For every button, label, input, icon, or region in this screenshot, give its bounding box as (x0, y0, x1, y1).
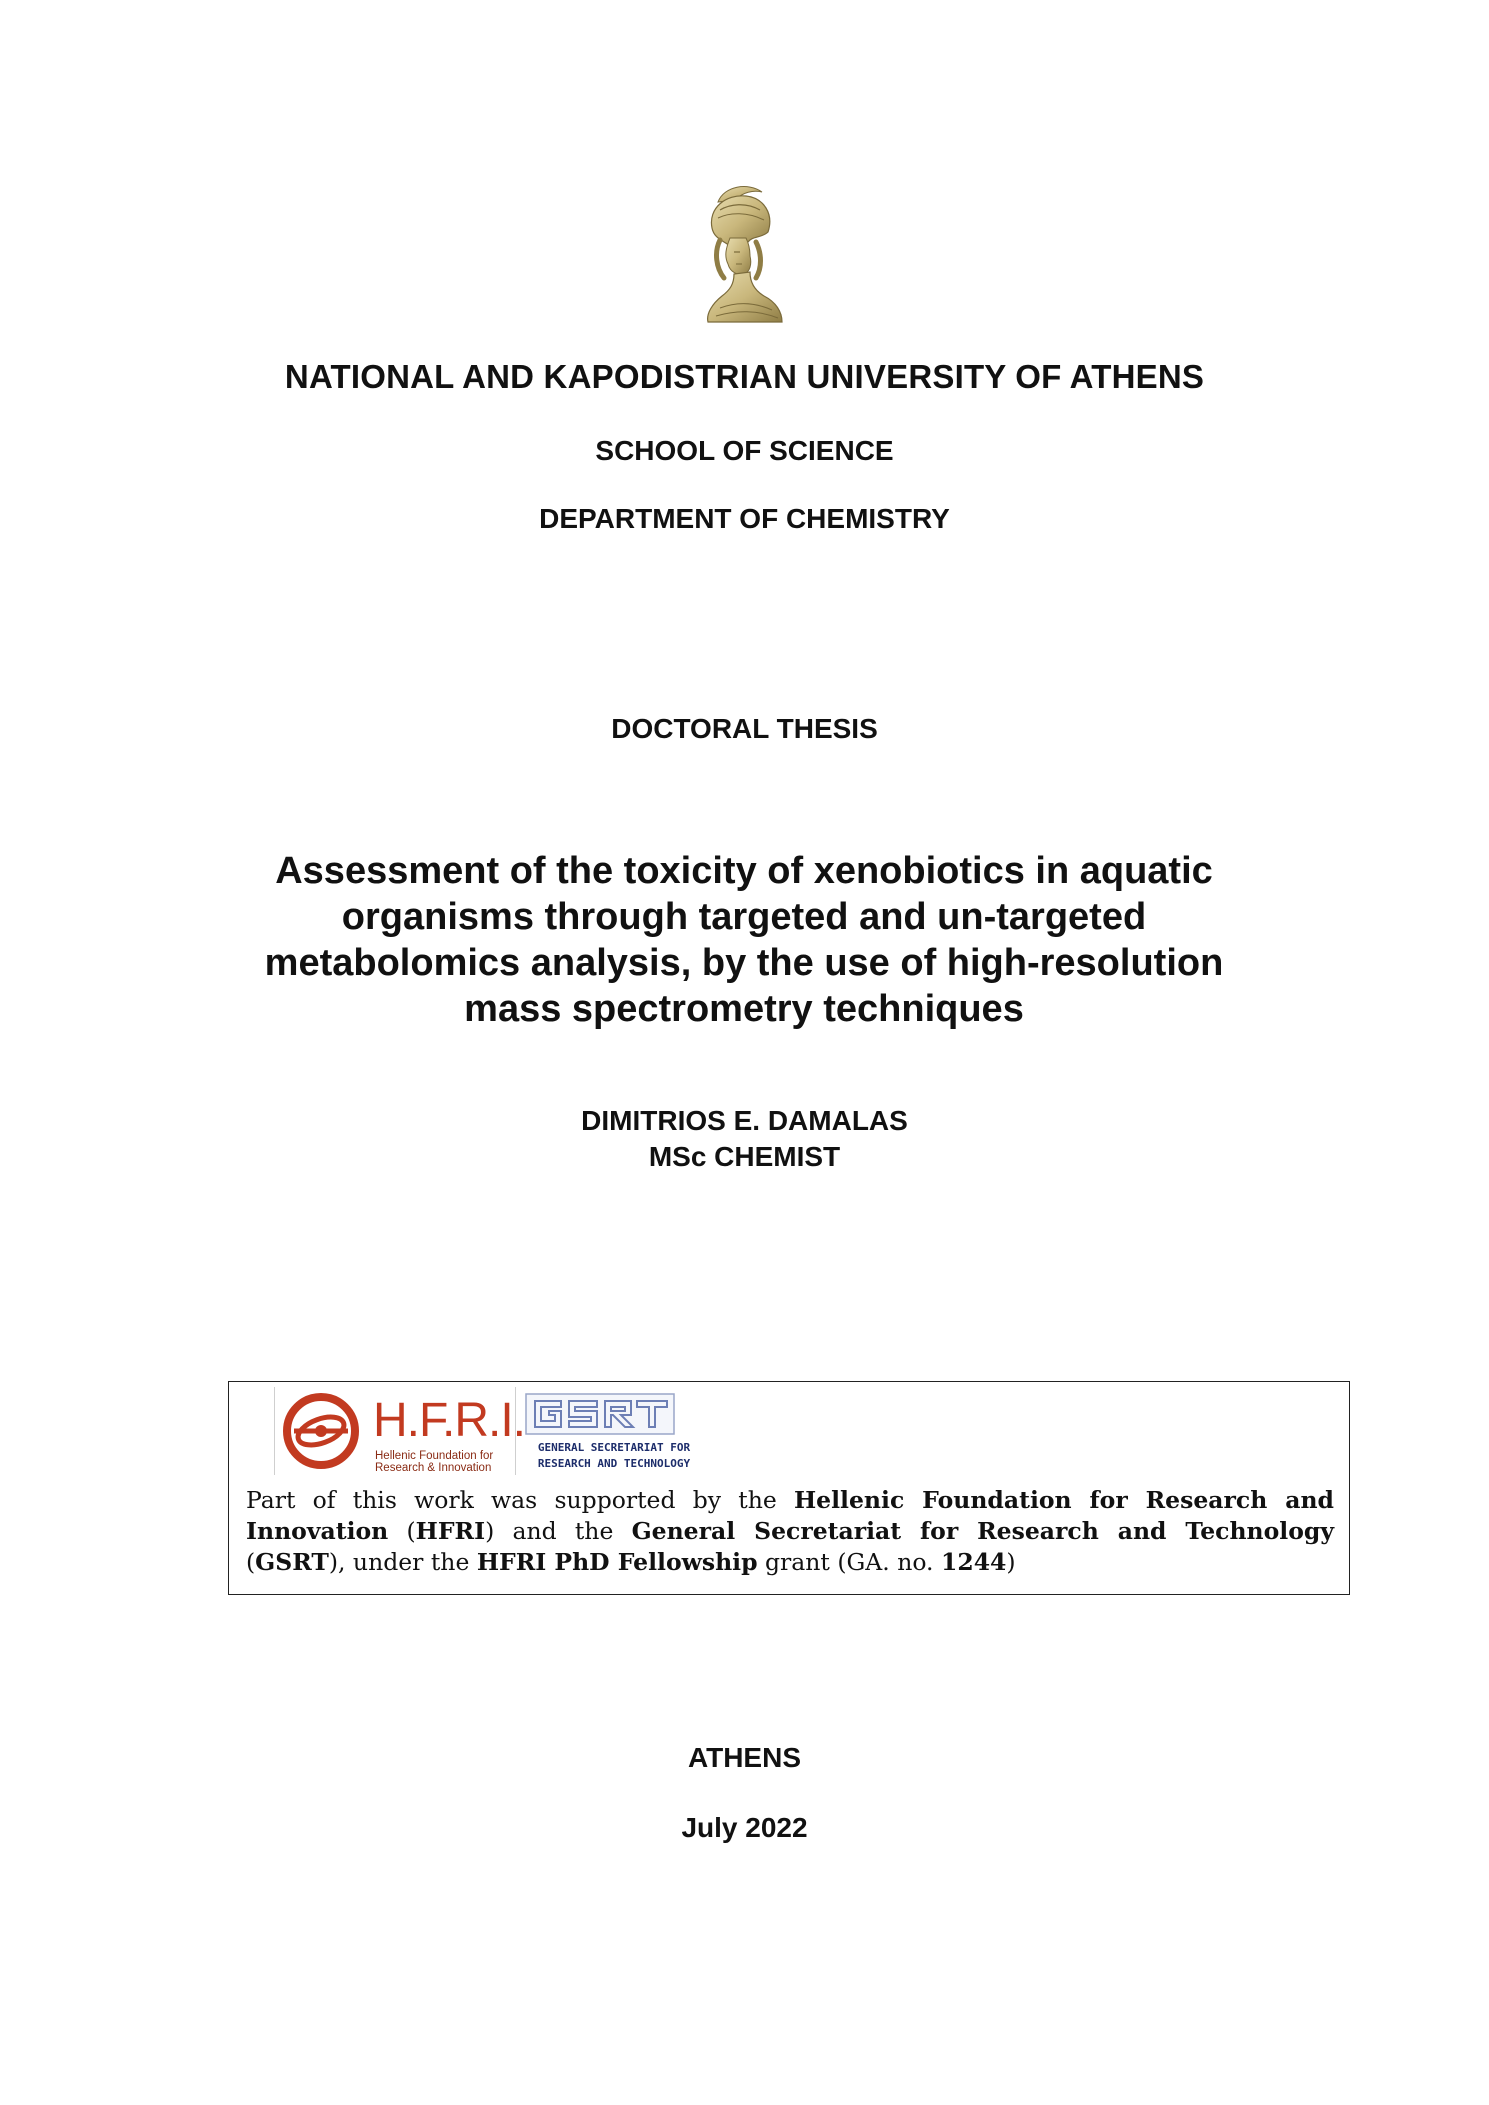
date: July 2022 (681, 1812, 808, 1843)
funding-text-segment: ) and the (485, 1517, 632, 1545)
funder-acronym-hfri: HFRI (415, 1517, 486, 1545)
hfri-subtitle-line-2: Research & Innovation (375, 1462, 492, 1474)
athena-head-emblem-icon (690, 180, 790, 325)
gsrt-logo-icon (525, 1393, 675, 1435)
gsrt-subtitle-line-2: RESEARCH AND TECHNOLOGY (537, 1457, 691, 1470)
funding-text-segment: ( (388, 1517, 416, 1545)
hfri-subtitle-line-1: Hellenic Foundation for (375, 1450, 494, 1462)
funder-name-gsrt: General Secretariat for Research and Technology (631, 1517, 1334, 1545)
grant-number: 1244 (941, 1548, 1007, 1576)
fellowship-name: HFRI PhD Fellowship (476, 1548, 758, 1576)
funding-acknowledgement-box (228, 1381, 1350, 1595)
funder-acronym-gsrt: GSRT (255, 1548, 329, 1576)
city: ATHENS (687, 1742, 802, 1773)
funder-name-hfri: Hellenic Foundation for Research and Innovation (246, 1486, 1334, 1545)
funding-acknowledgement-text (246, 1485, 1334, 1578)
funding-text-segment: Part of this work was supported by the (246, 1486, 794, 1514)
department-name: DEPARTMENT OF CHEMISTRY (539, 503, 950, 534)
gsrt-logo (517, 1387, 707, 1475)
hfri-logo-icon (280, 1391, 362, 1471)
hfri-logo (274, 1387, 526, 1475)
funding-text-segment: grant (GA. no. (757, 1548, 941, 1576)
gsrt-subtitle-line-1: GENERAL SECRETARIAT FOR (537, 1441, 691, 1454)
author-name: DIMITRIOS E. DAMALAS (581, 1105, 908, 1136)
hfri-acronym: H.F.R.I. (373, 1394, 526, 1447)
funding-text-segment: ), under the (328, 1548, 477, 1576)
school-name: SCHOOL OF SCIENCE (595, 435, 894, 466)
funding-text-segment: ) (1006, 1548, 1016, 1576)
document-type: DOCTORAL THESIS (611, 713, 878, 744)
author-degree: MSc CHEMIST (648, 1141, 841, 1172)
funding-text-segment: ( (246, 1548, 256, 1576)
university-name: NATIONAL AND KAPODISTRIAN UNIVERSITY OF ATHENS (284, 358, 1205, 395)
thesis-title: Assessment of the toxicity of xenobiotics in aquatic organisms through targeted and un-targeted metabolomics analysis, by the use of high-resolution mass spectrometry techniques (264, 850, 1224, 1030)
